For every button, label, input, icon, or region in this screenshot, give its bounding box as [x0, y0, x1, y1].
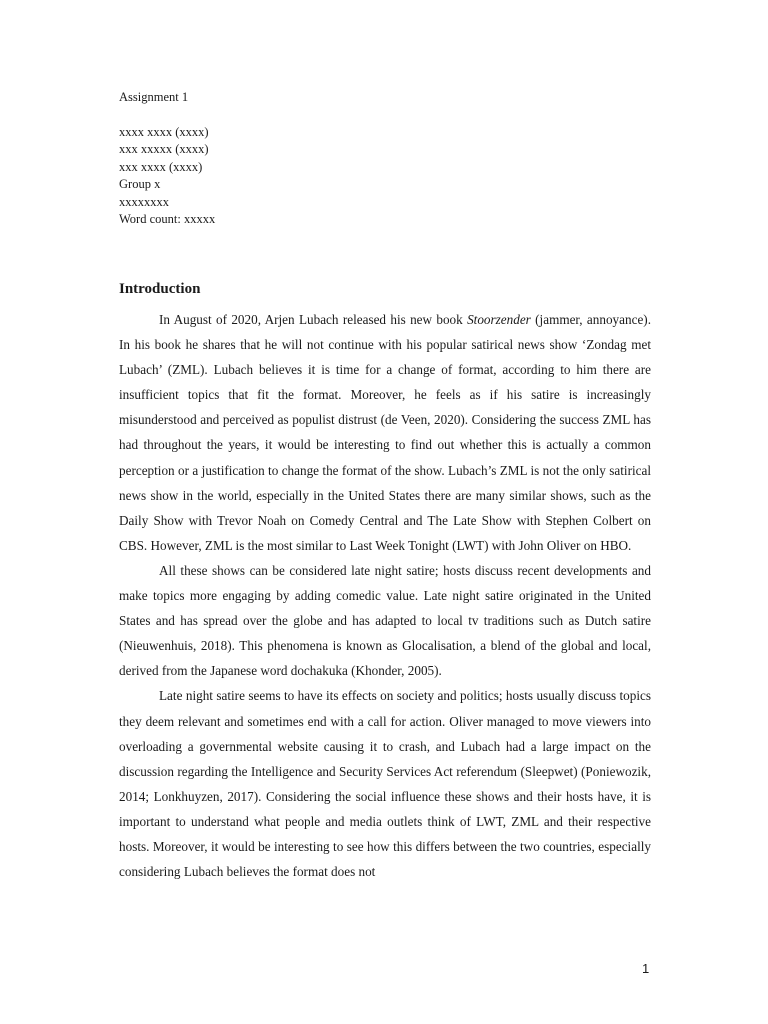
introduction-heading: Introduction — [119, 281, 201, 297]
paragraph-1-start: In August of 2020, Arjen Lubach released his new book — [159, 312, 468, 327]
book-title: Stoorzender — [467, 312, 531, 327]
assignment-header — [119, 89, 215, 229]
paragraph-1-rest: (jammer, annoyance). In his book he shares that he will not continue with his popular satirical news show ‘Zondag met Lubach’ (ZML). Lubach believes it is time for a change of format, according to him there are insufficient topics that fit the format. Moreover, he feels as if his satire is increasingly misunderstood and perceived as populist distrust (de Veen, 2020). Considering the success ZML has had throughout the years, it would be interesting to find out whether this is actually a common perception or a justification to change the format of the show. Lubach’s ZML is not the only satirical news show in the world, especially in the United States there are many similar shows, such as the Daily Show with Trevor Noah on Comedy Central and The Late Show with Stephen Colbert on CBS. However, ZML is the most similar to Last Week Tonight (LWT) with John Oliver on HBO. — [119, 312, 651, 553]
paragraph-1 — [119, 307, 651, 558]
group-line: Group x — [119, 177, 161, 191]
paragraph-3: Late night satire seems to have its effects on society and politics; hosts usually discuss topics they deem relevant and sometimes end with a call for action. Oliver managed to move viewers into overloading a governmental website causing it to crash, and Lubach had a large impact on the discussion regarding the Intelligence and Security Services Act referendum (Sleepwet) (Poniewozik, 2014; Lonkhuyzen, 2017). Considering the social influence these shows and their hosts have, it is important to understand what people and media outlets think of LWT, ZML and their respective hosts. Moreover, it would be interesting to see how this differs between the two countries, especially considering Lubach believes the format does not — [119, 688, 651, 880]
assignment-title: Assignment 1 — [119, 90, 189, 104]
introduction-body — [119, 307, 651, 884]
author-line: xxx xxxx (xxxx) — [119, 159, 203, 174]
page-number: 1 — [642, 961, 650, 976]
id-line: xxxxxxxx — [119, 194, 169, 209]
word-count-line: Word count: xxxxx — [119, 212, 216, 226]
author-line: xxx xxxxx (xxxx) — [119, 142, 209, 156]
author-line: xxxx xxxx (xxxx) — [119, 124, 209, 139]
paragraph-2: All these shows can be considered late night satire; hosts discuss recent developments and make topics more engaging by adding comedic value. Late night satire originated in the United States and has spread over the globe and has adapted to local tv traditions such as Dutch satire (Nieuwenhuis, 2018). This phenomena is known as Glocalisation, a blend of the global and local, derived from the Japanese word dochakuka (Khonder, 2005). — [119, 562, 651, 679]
